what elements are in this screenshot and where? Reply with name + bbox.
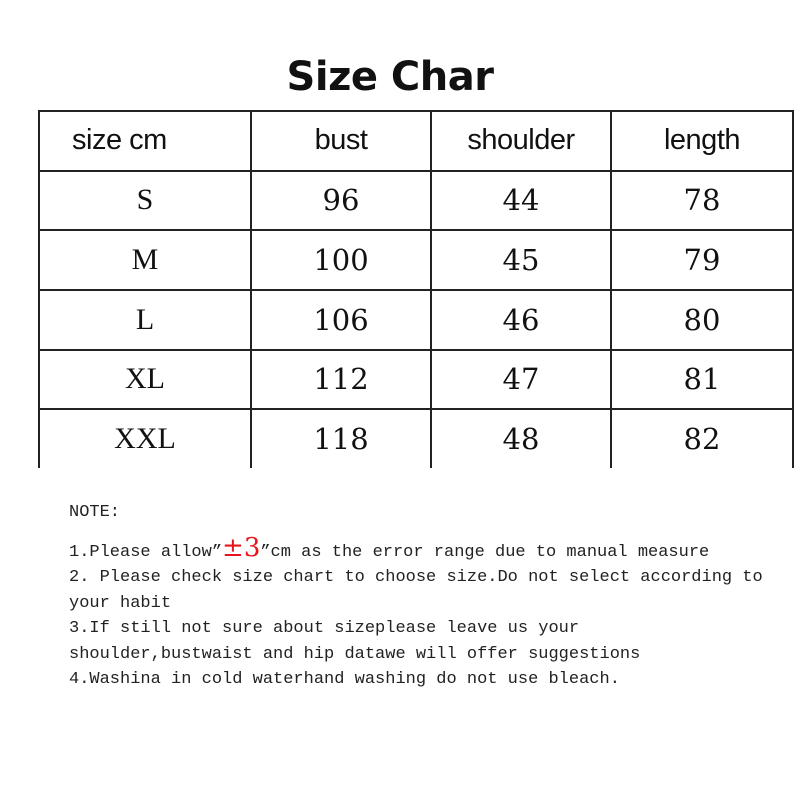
size-cell: XXL [39,409,251,468]
bust-cell: 100 [251,230,431,290]
bust-cell: 96 [251,171,431,231]
note-4: 4.Washina in cold waterhand washing do not use bleach. [69,670,620,689]
note-1-text-end: ”cm as the error range due to manual measure [260,542,710,562]
length-cell: 80 [611,290,793,350]
length-cell: 79 [611,230,793,290]
note-1-text-start: 1.Please allow” [69,542,223,562]
bust-cell: 112 [251,350,431,410]
shoulder-cell: 47 [431,350,611,410]
table-row [39,409,793,468]
shoulder-cell: 46 [431,290,611,350]
table-row [39,171,793,231]
table-row [39,290,793,350]
length-cell: 78 [611,171,793,231]
size-chart-table [38,110,794,468]
note-3: 3.If still not sure about sizeplease leave us your shoulder,bustwaist and hip datawe will offer suggestions [69,619,641,664]
header-bust: bust [251,111,431,171]
notes-section [69,500,773,693]
page-title: Size Char [286,54,494,100]
tolerance-highlight: ±3 [222,532,261,563]
length-cell: 82 [611,409,793,468]
bust-cell: 118 [251,409,431,468]
header-length: length [611,111,793,171]
note-1 [69,532,769,566]
size-cell: L [39,290,251,350]
shoulder-cell: 45 [431,230,611,290]
table-row [39,350,793,410]
table-row [39,230,793,290]
shoulder-cell: 48 [431,409,611,468]
length-cell: 81 [611,350,793,410]
size-cell: M [39,230,251,290]
notes-heading: NOTE: [69,503,121,522]
bust-cell: 106 [251,290,431,350]
header-shoulder: shoulder [431,111,611,171]
size-cell: S [39,171,251,231]
note-2: 2. Please check size chart to choose size.Do not select according to your habit [69,568,773,613]
table-header-row [39,111,793,171]
header-size-cm: size cm [39,111,251,171]
size-cell: XL [39,350,251,410]
shoulder-cell: 44 [431,171,611,231]
